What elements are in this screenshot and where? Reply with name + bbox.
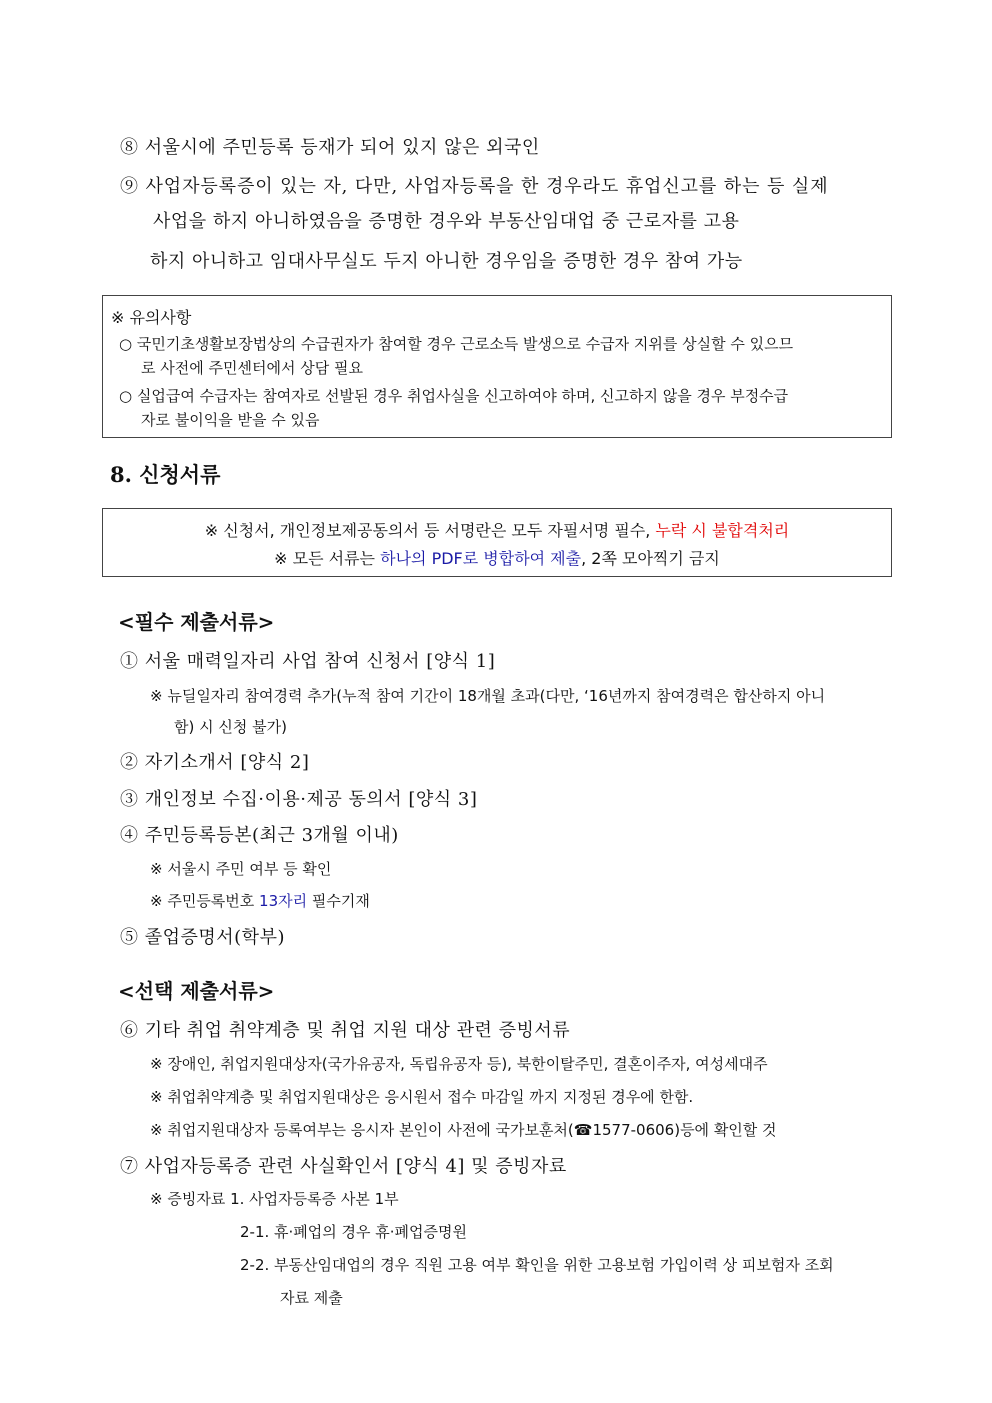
eligibility-item-9-line3: 하지 아니하고 임대사무실도 두지 아니한 경우임을 증명한 경우 참여 가능 [150, 251, 743, 272]
optional-item-6: ⑥ 기타 취업 취약계층 및 취업 지원 대상 관련 증빙서류 [120, 1020, 571, 1041]
eligibility-item-9-line2: 사업을 하지 아니하였음을 증명한 경우와 부동산임대업 중 근로자를 고용 [153, 211, 740, 232]
required-item-4-note2 [150, 890, 370, 911]
optional-documents-title: <선택 제출서류> [118, 979, 275, 1003]
thirteen-digits-text: 13자리 [259, 892, 308, 910]
documents-instruction-box [102, 508, 892, 577]
required-item-1-note-line2: 함) 시 신청 불가) [174, 718, 287, 736]
notice-point-2-line1: ○ 실업급여 수급자는 참여자로 선발된 경우 취업사실을 신고하여야 하며, 신고하지 않을 경우 부정수급 [119, 387, 789, 405]
eligibility-item-8: ⑧ 서울시에 주민등록 등재가 되어 있지 않은 외국인 [120, 137, 540, 158]
notice-title: ※ 유의사항 [111, 308, 192, 327]
optional-item-7: ⑦ 사업자등록증 관련 사실확인서 [양식 4] 및 증빙자료 [120, 1156, 567, 1177]
required-item-5: ⑤ 졸업증명서(학부) [120, 927, 285, 948]
pdf-instruction-prefix: ※ 모든 서류는 [274, 549, 381, 568]
required-documents-title: <필수 제출서류> [118, 610, 275, 634]
pdf-merge-text: 하나의 PDF로 병합하여 제출 [380, 549, 582, 568]
notice-point-2-line2: 자로 불이익을 받을 수 있음 [141, 411, 320, 429]
required-item-3: ③ 개인정보 수집·이용·제공 동의서 [양식 3] [120, 789, 478, 810]
resident-number-prefix: ※ 주민등록번호 [150, 892, 260, 910]
optional-item-7-note1: ※ 증빙자료 1. 사업자등록증 사본 1부 [150, 1190, 399, 1208]
omission-warning-text: 누락 시 불합격처리 [655, 521, 790, 540]
required-item-4-note1: ※ 서울시 주민 여부 등 확인 [150, 860, 332, 878]
required-item-4: ④ 주민등록등본(최근 3개월 이내) [120, 825, 399, 846]
pdf-instruction-suffix: , 2쪽 모아찍기 금지 [581, 549, 720, 568]
optional-item-6-note1: ※ 장애인, 취업지원대상자(국가유공자, 독립유공자 등), 북한이탈주민, 결혼이주자, 여성세대주 [150, 1055, 768, 1073]
optional-item-7-note3-line2: 자료 제출 [280, 1289, 343, 1307]
required-item-1-note-line1: ※ 뉴딜일자리 참여경력 추가(누적 참여 기간이 18개월 초과(다만, ‘16년까지 참여경력은 합산하지 아니 [150, 687, 826, 705]
optional-item-7-note2: 2-1. 휴·폐업의 경우 휴·폐업증명원 [240, 1223, 467, 1241]
instruction-line-1 [103, 518, 891, 541]
notice-point-1-line2: 로 사전에 주민센터에서 상담 필요 [141, 359, 363, 377]
required-item-2: ② 자기소개서 [양식 2] [120, 752, 310, 773]
resident-number-suffix: 필수기재 [307, 892, 370, 910]
instruction-line-2 [103, 546, 891, 569]
optional-item-7-note3-line1: 2-2. 부동산임대업의 경우 직원 고용 여부 확인을 위한 고용보험 가입이력 상 피보험자 조회 [240, 1256, 834, 1274]
notice-point-1-line1: ○ 국민기초생활보장법상의 수급권자가 참여할 경우 근로소득 발생으로 수급자 지위를 상실할 수 있으므 [119, 335, 794, 353]
optional-item-6-note2: ※ 취업취약계층 및 취업지원대상은 응시원서 접수 마감일 까지 지정된 경우에 한함. [150, 1088, 694, 1106]
notice-box [102, 295, 892, 438]
signature-requirement-text: ※ 신청서, 개인정보제공동의서 등 서명란은 모두 자필서명 필수, [204, 521, 656, 540]
optional-item-6-note3: ※ 취업지원대상자 등록여부는 응시자 본인이 사전에 국가보훈처(☎1577-0606)등에 확인할 것 [150, 1121, 777, 1139]
required-item-1: ① 서울 매력일자리 사업 참여 신청서 [양식 1] [120, 651, 496, 672]
eligibility-item-9-line1: ⑨ 사업자등록증이 있는 자, 다만, 사업자등록을 한 경우라도 휴업신고를 하는 등 실제 [120, 176, 829, 197]
section-heading: 8. 신청서류 [110, 462, 221, 487]
